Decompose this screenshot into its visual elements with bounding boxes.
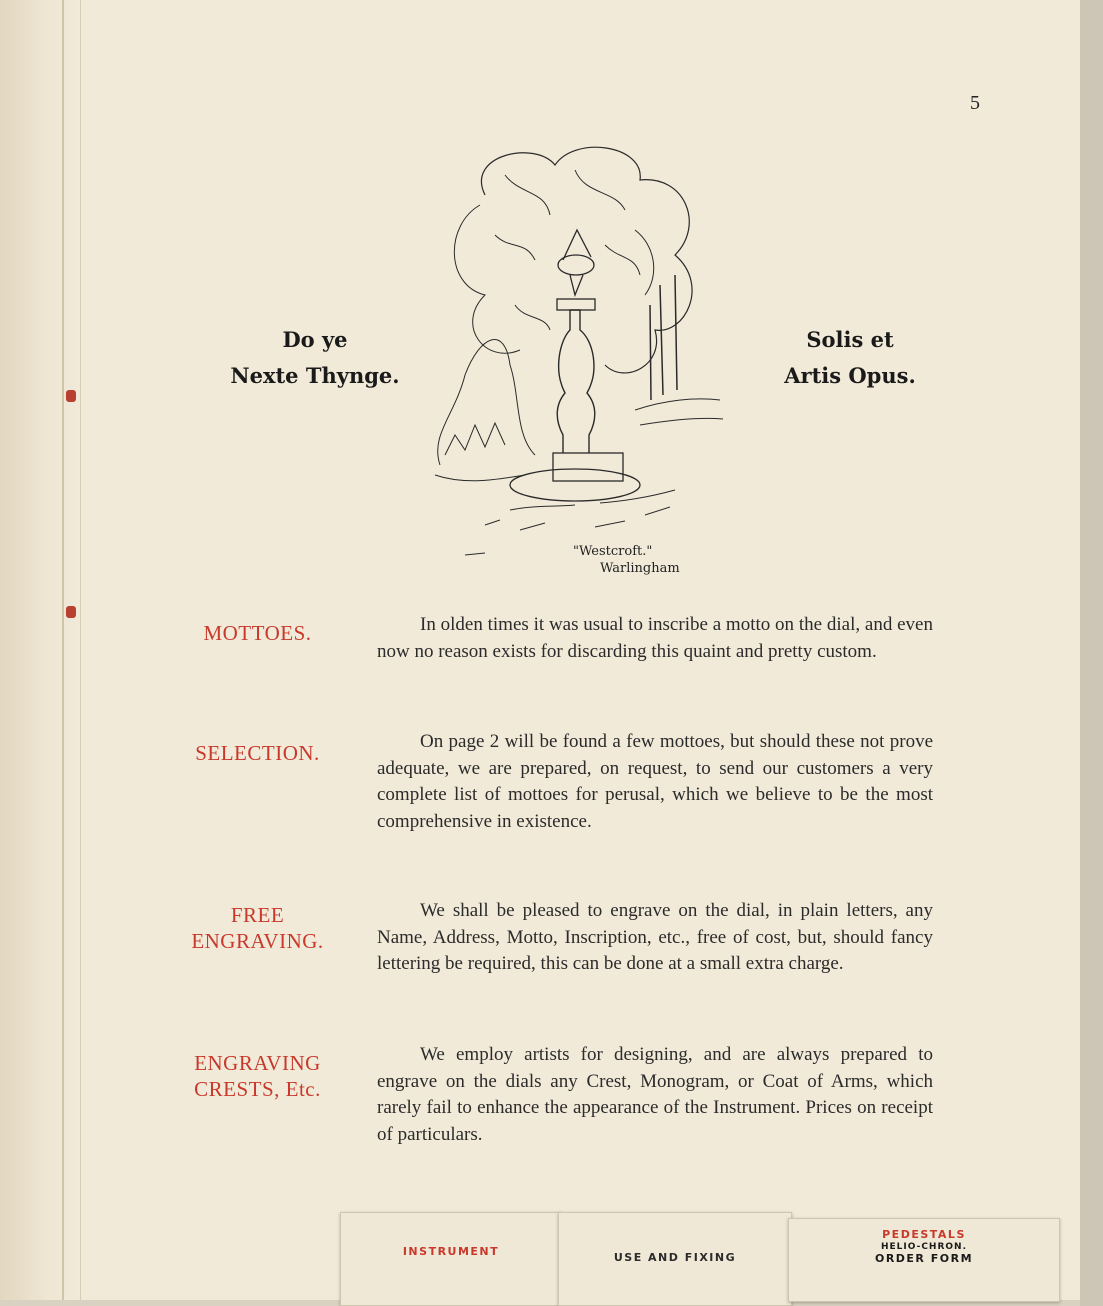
motto-left-line2: Nexte Thynge. <box>230 363 400 388</box>
page-number: 5 <box>970 92 980 114</box>
motto-left-line1: Do ye <box>282 327 348 352</box>
section-heading-selection <box>160 740 355 766</box>
heading-line: FREE <box>230 903 285 927</box>
motto-right-line1: Solis et <box>806 327 894 352</box>
section-heading-free-engraving <box>160 902 355 954</box>
binding-gutter <box>0 0 81 1300</box>
motto-right-line2: Artis Opus. <box>784 363 916 388</box>
heading-line: MOTTOES. <box>203 621 312 645</box>
staple-mark <box>66 390 76 402</box>
tab-use-and-fixing-label: USE AND FIXING <box>613 1251 737 1264</box>
heading-line: ENGRAVING. <box>191 929 324 953</box>
section-heading-mottoes <box>160 620 355 646</box>
illustration-caption-line1: "Westcroft." <box>573 544 653 559</box>
tab-order-form-label: ORDER FORM <box>874 1252 974 1265</box>
motto-right <box>745 322 955 394</box>
heading-line: ENGRAVING <box>194 1051 321 1075</box>
staple-mark <box>66 606 76 618</box>
tab-use-and-fixing[interactable] <box>558 1212 792 1306</box>
illustration-caption-line2: Warlingham <box>600 561 680 576</box>
section-body-selection: On page 2 will be found a few mottoes, but should these not prove adequate, we are prepared, on request, to send our customers a very complete list of mottoes for perusal, which we believe to be the most comprehensive in existence. <box>377 731 933 832</box>
tab-helio-chron-label: HELIO-CHRON. <box>881 1242 967 1252</box>
heading-line: CRESTS, Etc. <box>194 1077 321 1101</box>
section-heading-engraving-crests <box>160 1050 355 1102</box>
section-body-mottoes: In olden times it was usual to inscribe a motto on the dial, and even now no reason exists for discarding this quaint and pretty custom. <box>377 614 933 662</box>
next-page-edge <box>1080 0 1103 1306</box>
sundial-illustration <box>425 135 725 580</box>
heading-line: SELECTION. <box>195 741 320 765</box>
section-body-engraving-crests: We employ artists for designing, and are always prepared to engrave on the dials any Crest, Monogram, or Coat of Arms, which rarely fail to enhance the appearance of the Instrument. Prices on receipt of particulars. <box>377 1044 933 1145</box>
tab-pedestals-label: PEDESTALS <box>882 1228 966 1241</box>
page-fold <box>62 0 64 1300</box>
tab-instrument[interactable] <box>340 1212 562 1306</box>
section-body-free-engraving: We shall be pleased to engrave on the dial, in plain letters, any Name, Address, Motto, Inscription, etc., free of cost, but, should fancy lettering be required, this can be done at a small extra charge. <box>377 900 933 974</box>
tab-pedestals[interactable] <box>788 1218 1060 1302</box>
tab-instrument-label: INSTRUMENT <box>402 1245 500 1258</box>
motto-left <box>190 322 440 394</box>
